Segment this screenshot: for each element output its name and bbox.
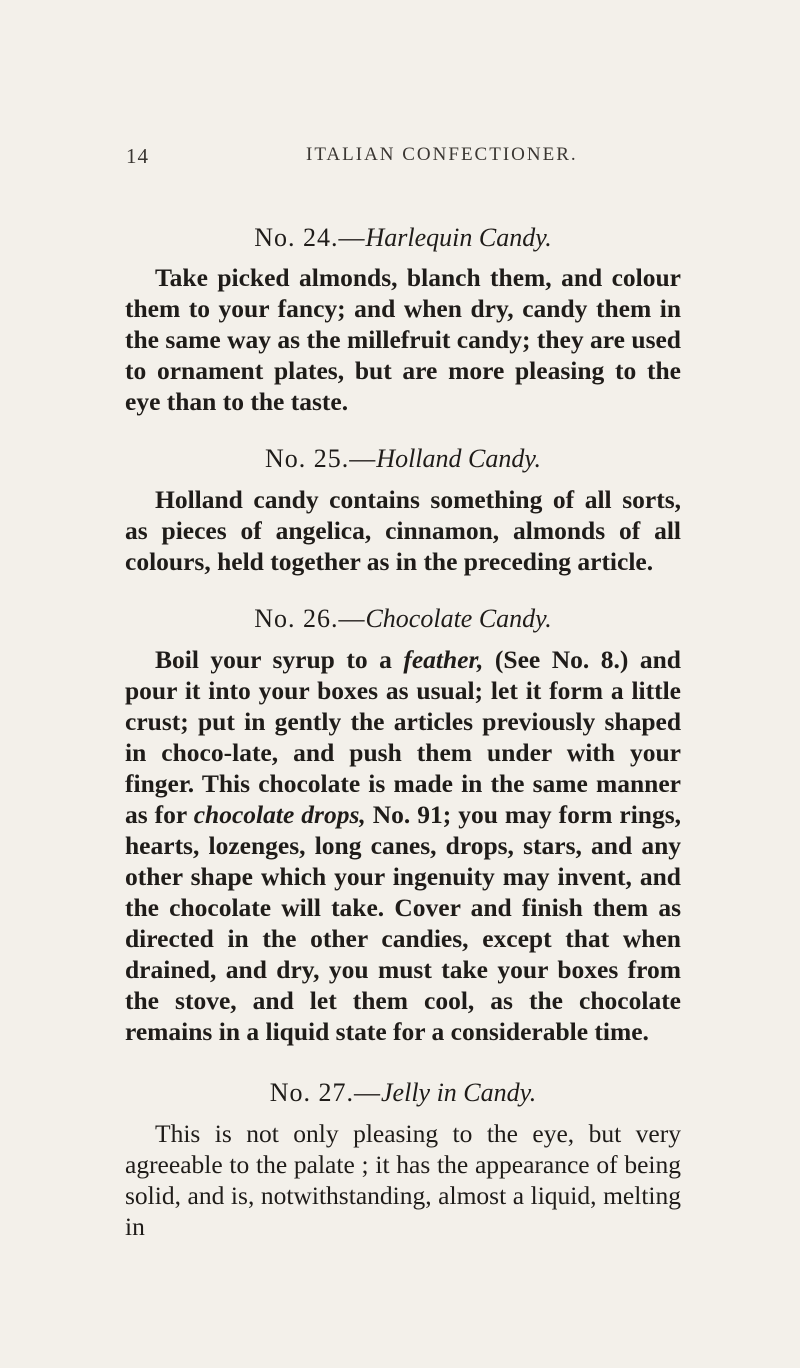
recipe-number: No. 27.— (269, 1078, 382, 1107)
recipe-title: Jelly in Candy. (381, 1078, 537, 1107)
recipe-text: Holland candy contains something of all sorts, as pieces of angelica, cinnamon, almonds of all colours, held together as in the preceding article. (125, 485, 681, 576)
running-head (0, 144, 800, 174)
page-number: 14 (126, 144, 149, 168)
running-title: ITALIAN CONFECTIONER. (306, 144, 578, 165)
recipe-title: Harlequin Candy. (365, 223, 552, 252)
recipe-number: No. 26.— (254, 604, 366, 633)
recipe-number: No. 24.— (254, 223, 366, 252)
recipe-heading-25 (125, 443, 681, 475)
recipe-body-25 (125, 484, 681, 577)
recipe-heading-27 (125, 1077, 681, 1109)
recipe-title: Holland Candy. (376, 444, 541, 473)
recipe-text: No. 91; you may form rings, hearts, lozenges, long canes, drops, stars, and any other shape which your ingenuity may invent, and the chocolate will take. Cover and finish them as directed in the other candies, except that when drained, and dry, you must take your boxes from the stove, and let them cool, as the chocolate remains in a liquid state for a considerable time. (125, 800, 682, 1046)
recipe-title: Chocolate Candy. (365, 604, 552, 633)
recipe-text: This is not only pleasing to the eye, but very agreeable to the palate ; it has the appearance of being solid, and is, notwithstanding, almost a liquid, melting in (125, 1119, 681, 1241)
text-block (125, 222, 681, 1242)
recipe-body-24 (125, 262, 681, 417)
recipe-text: (See No. 8.) and pour it into your boxes as usual; let it form a little crust; put in gently the articles previously shaped in choco-late, and push them under with your finger. This chocolate is made in the same manner as for (125, 645, 681, 829)
recipe-number: No. 25.— (265, 444, 377, 473)
recipe-text: Boil your syrup to a (155, 645, 404, 674)
recipe-body-26 (125, 644, 681, 1047)
italic-term: chocolate drops, (193, 800, 366, 829)
recipe-body-27 (125, 1118, 681, 1242)
recipe-heading-26 (125, 603, 681, 635)
recipe-heading-24 (125, 222, 681, 254)
italic-term: feather, (403, 645, 484, 674)
recipe-text: Take picked almonds, blanch them, and colour them to your fancy; and when dry, candy them in the same way as the millefruit candy; they are used to ornament plates, but are more pleasing to the eye than to the taste. (125, 263, 681, 416)
